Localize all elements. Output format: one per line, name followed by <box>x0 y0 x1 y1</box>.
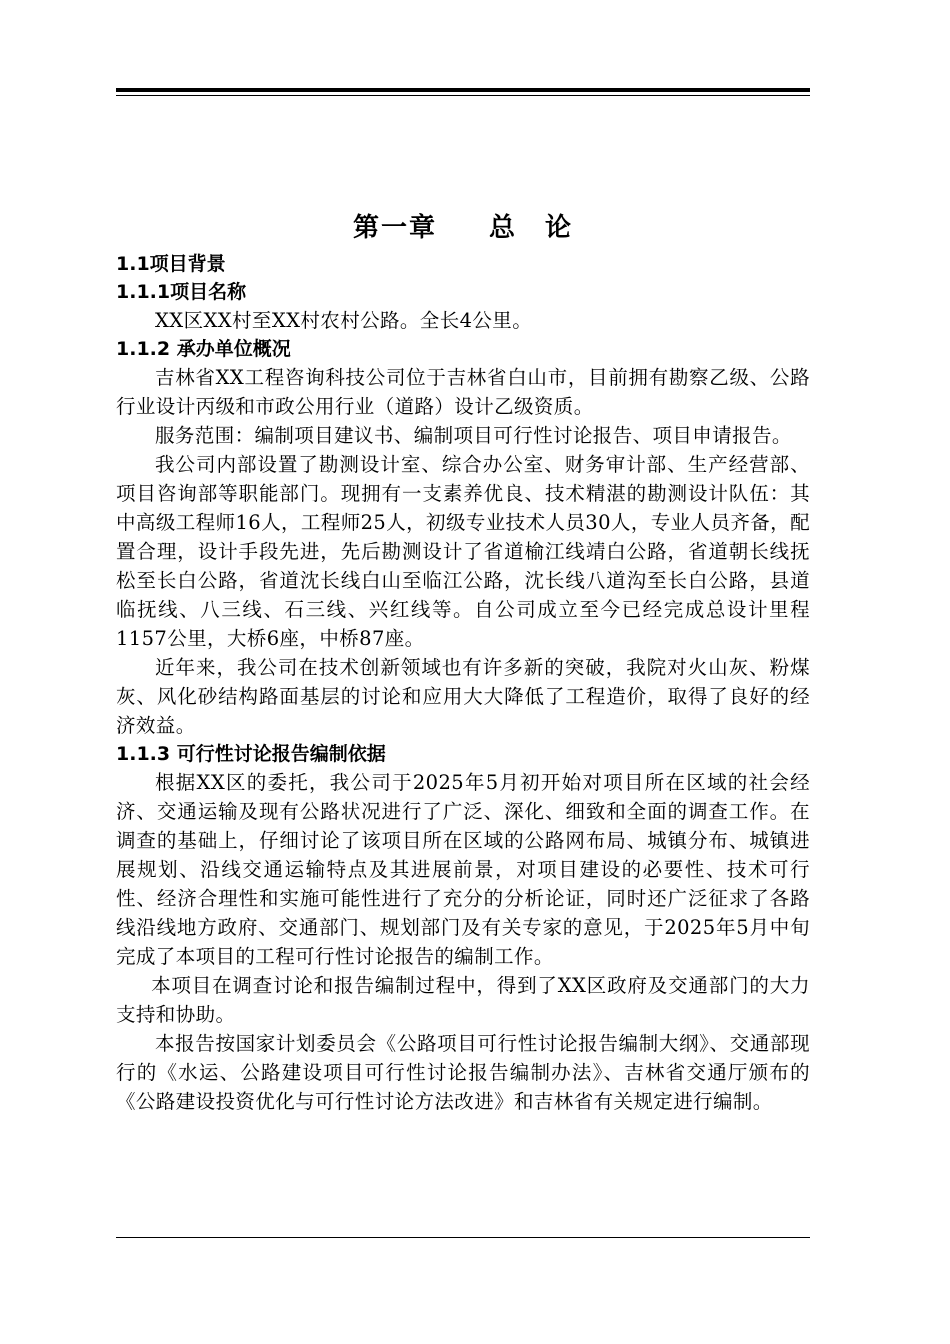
basis-paragraph-2: 本项目在调查讨论和报告编制过程中，得到了XX区政府及交通部门的大力支持和协助。 <box>116 974 810 1026</box>
chapter-number: 第一章 <box>352 213 437 243</box>
basis-paragraph-1: 根据XX区的委托，我公司于2025年5月初开始对项目所在区域的社会经济、交通运输及现有公路状况进行了广泛、深化、细致和全面的调查工作。在调查的基础上，仔细讨论了该项目所在区域的公路网布局、城镇分布、城镇进展规划、沿线交通运输特点及其进展前景，对项目建设的必要性、技术可行性、经济合理性和实施可能性进行了充分的分析论证，同时还广泛征求了各路线沿线地方政府、交通部门、规划部门及有关专家的意见，于2025年5月中旬完成了本项目的工程可行性讨论报告的编制工作。 <box>116 771 810 968</box>
section-heading-1-1: 1.1项目背景 <box>116 253 226 275</box>
chapter-title <box>116 208 810 248</box>
company-intro-paragraph: 吉林省XX工程咨询科技公司位于吉林省白山市，目前拥有勘察乙级、公路行业设计丙级和市政公用行业（道路）设计乙级资质。 <box>116 366 810 418</box>
company-structure-paragraph: 我公司内部设置了勘测设计室、综合办公室、财务审计部、生产经营部、项目咨询部等职能部门。现拥有一支素养优良、技术精湛的勘测设计队伍：其中高级工程师16人，工程师25人，初级专业技术人员30人，专业人员齐备，配置合理，设计手段先进，先后勘测设计了省道榆江线靖白公路，省道朝长线抚松至长白公路，省道沈长线白山至临江公路，沈长线八道沟至长白公路，县道临抚线、八三线、石三线、兴红线等。自公司成立至今已经完成总设计里程1157公里，大桥6座，中桥87座。 <box>116 453 810 650</box>
document-body <box>116 208 810 1116</box>
innovation-paragraph: 近年来，我公司在技术创新领域也有许多新的突破，我院对火山灰、粉煤灰、风化砂结构路面基层的讨论和应用大大降低了工程造价，取得了良好的经济效益。 <box>116 656 810 737</box>
project-name-paragraph: XX区XX村至XX村农村公路。全长4公里。 <box>155 309 533 332</box>
header-rule-thin <box>116 95 810 96</box>
service-scope-paragraph: 服务范围：编制项目建议书、编制项目可行性讨论报告、项目申请报告。 <box>155 424 792 447</box>
section-heading-1-1-3: 1.1.3 可行性讨论报告编制依据 <box>116 743 386 765</box>
section-heading-1-1-2: 1.1.2 承办单位概况 <box>116 338 291 360</box>
header-rule-thick <box>116 88 810 92</box>
basis-paragraph-3: 本报告按国家计划委员会《公路项目可行性讨论报告编制大纲》、交通部现行的《水运、公路建设项目可行性讨论报告编制办法》、吉林省交通厅颁布的《公路建设投资优化与可行性讨论方法改进》和吉林省有关规定进行编制。 <box>116 1032 810 1113</box>
section-heading-1-1-1: 1.1.1项目名称 <box>116 281 247 303</box>
footer-rule <box>116 1237 810 1238</box>
chapter-name: 总 论 <box>489 213 574 243</box>
